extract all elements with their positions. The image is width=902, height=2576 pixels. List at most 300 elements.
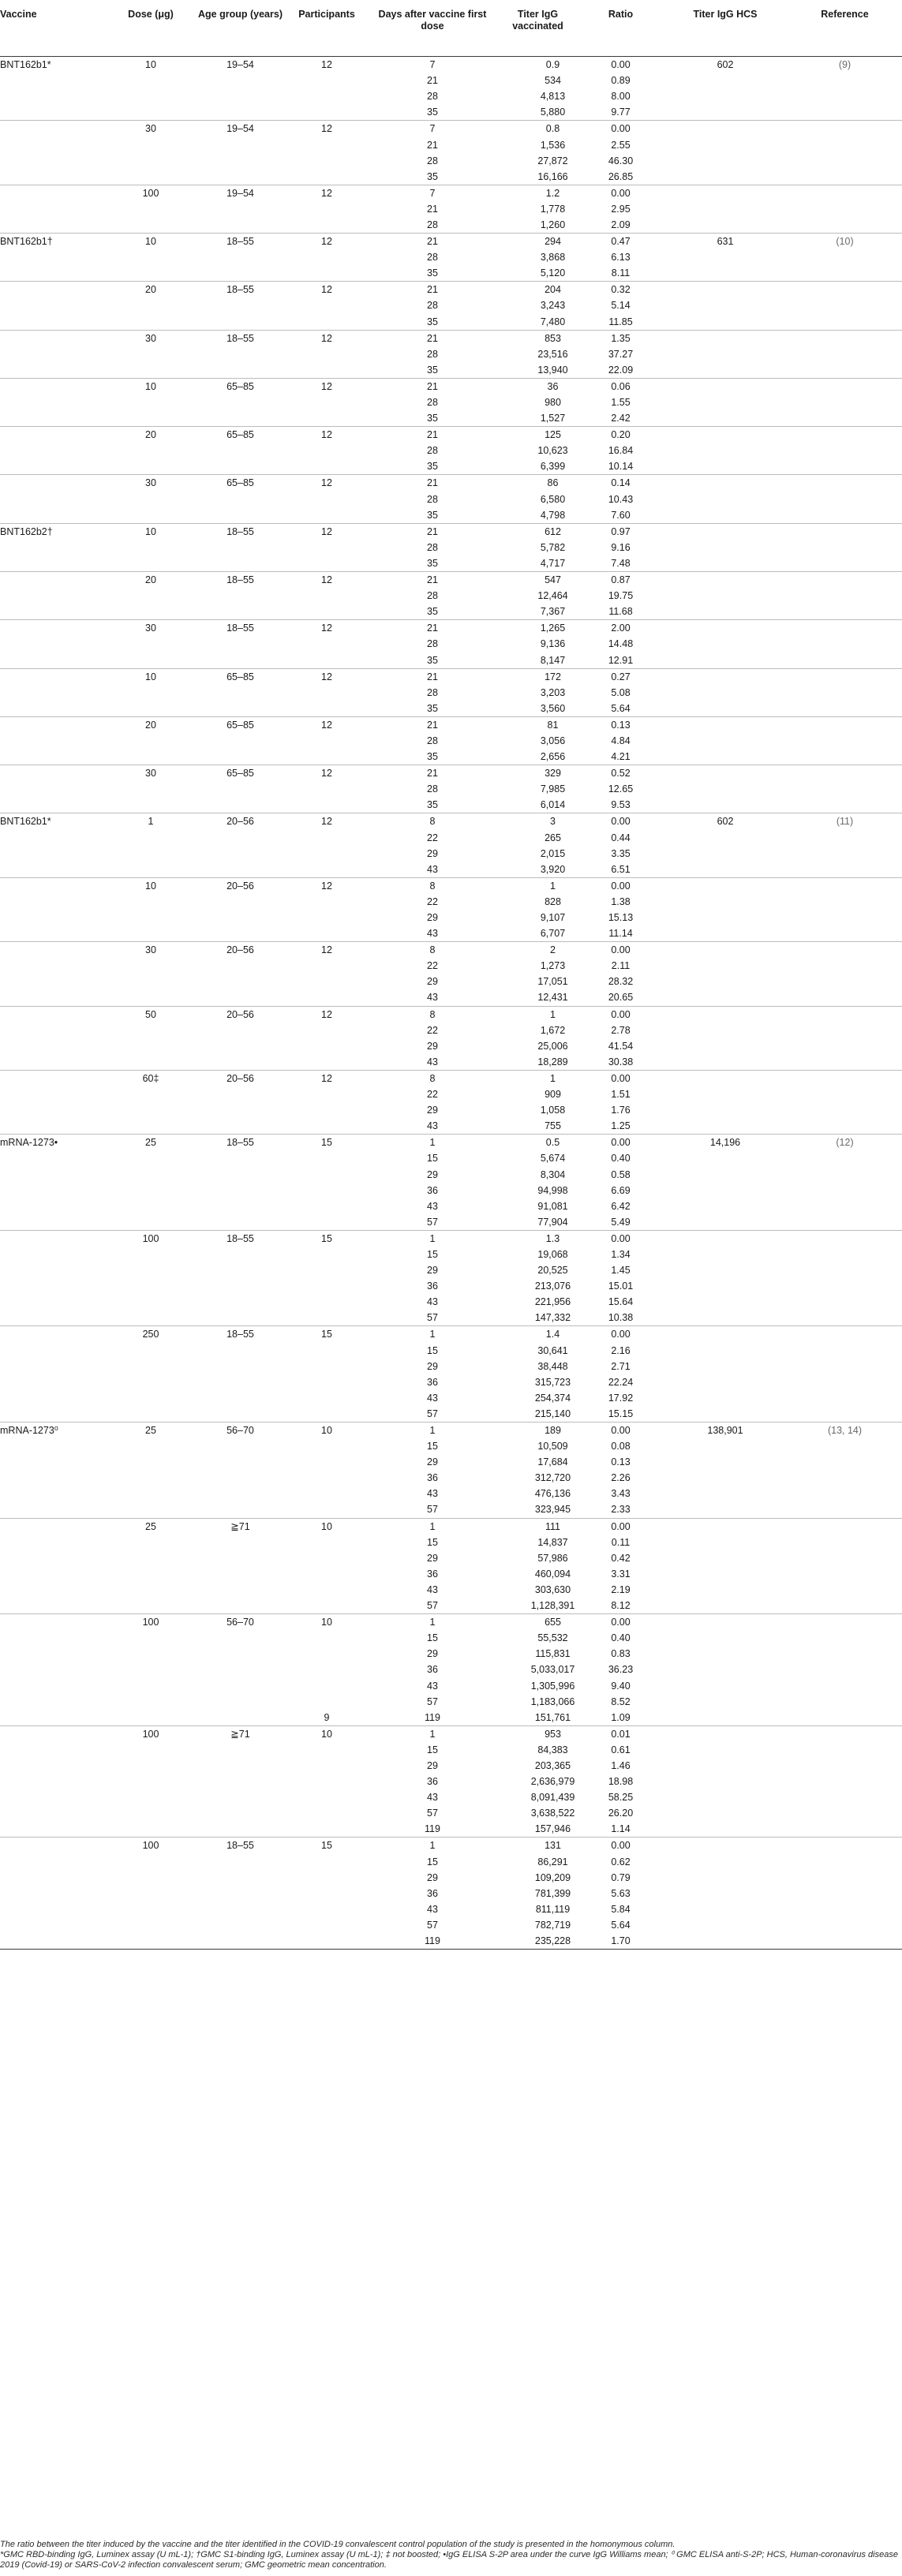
- table-row: [0, 685, 902, 701]
- cell-age-group: [195, 1582, 286, 1598]
- cell-titer-hcs: [663, 153, 788, 169]
- cell-reference: [788, 716, 902, 733]
- cell-vaccine: [0, 910, 107, 925]
- cell-titer-vaccinated: 235,228: [497, 1933, 578, 1950]
- cell-titer-vaccinated: 909: [545, 1089, 561, 1101]
- cell-titer-hcs: [663, 282, 788, 298]
- cell-ratio: 0.62: [611, 1856, 631, 1868]
- cell-titer-hcs: [663, 1406, 788, 1423]
- cell-days: 28: [427, 300, 438, 312]
- cell-ratio: 6.69: [611, 1184, 631, 1196]
- cell-titer-hcs: [663, 136, 788, 152]
- cell-age-group: 19–54: [195, 121, 286, 137]
- cell-participants: [286, 555, 368, 572]
- cell-age-group: [195, 362, 286, 379]
- cell-days: 8: [368, 942, 497, 959]
- cell-reference: [788, 1374, 902, 1390]
- table-row: [0, 1135, 902, 1151]
- cell-titer-hcs: [663, 169, 788, 185]
- cell-titer-hcs: [663, 185, 788, 201]
- cell-reference: [788, 1501, 902, 1518]
- cell-titer-vaccinated: 3,243: [540, 300, 566, 312]
- cell-vaccine: [0, 136, 107, 152]
- cell-reference: (12): [788, 1135, 902, 1151]
- cell-reference: [788, 185, 902, 201]
- cell-ratio: 0.40: [611, 1632, 631, 1644]
- cell-vaccine: [0, 330, 107, 346]
- cell-reference: [788, 749, 902, 765]
- cell-vaccine: [0, 1183, 107, 1198]
- cell-ratio: 0.00: [578, 1518, 663, 1535]
- cell-reference: [788, 1406, 902, 1423]
- cell-age-group: 20–56: [195, 813, 286, 830]
- cell-reference: [788, 1758, 902, 1774]
- cell-dose: [107, 1310, 195, 1326]
- cell-participants: [286, 73, 368, 88]
- cell-age-group: 18–55: [195, 1135, 286, 1151]
- cell-days: 21: [368, 620, 497, 637]
- cell-titer-vaccinated: 3,920: [540, 863, 566, 875]
- cell-days: 43: [427, 1200, 438, 1212]
- cell-titer-vaccinated: 6,014: [540, 799, 566, 811]
- cell-age-group: [195, 733, 286, 749]
- cell-vaccine: [0, 1535, 107, 1550]
- table-row: [0, 1742, 902, 1758]
- table-row: [0, 1933, 902, 1950]
- cell-vaccine: [0, 1343, 107, 1359]
- cell-reference: [788, 1725, 902, 1742]
- cell-titer-hcs: [663, 652, 788, 668]
- cell-titer-hcs: [663, 330, 788, 346]
- cell-vaccine: [0, 1742, 107, 1758]
- cell-vaccine: [0, 507, 107, 524]
- cell-reference: [788, 958, 902, 974]
- cell-days: 35: [427, 107, 438, 118]
- cell-ratio: 37.27: [608, 348, 634, 360]
- cell-days: 29: [427, 1168, 438, 1180]
- cell-participants: [286, 925, 368, 942]
- cell-age-group: [195, 1262, 286, 1278]
- cell-titer-hcs: [663, 1501, 788, 1518]
- cell-vaccine: [0, 685, 107, 701]
- cell-dose: [107, 1214, 195, 1231]
- table-row: [0, 1901, 902, 1917]
- cell-reference: [788, 1247, 902, 1262]
- cell-participants: [286, 540, 368, 555]
- cell-ratio: 0.00: [611, 59, 631, 71]
- cell-titer-vaccinated: 86: [497, 475, 578, 492]
- cell-vaccine: [0, 989, 107, 1006]
- cell-titer-vaccinated: 19,068: [537, 1248, 568, 1260]
- cell-age-group: [195, 1917, 286, 1933]
- cell-dose: 25: [107, 1518, 195, 1535]
- cell-participants: [286, 1854, 368, 1870]
- cell-reference: [788, 1054, 902, 1071]
- cell-vaccine: [0, 1390, 107, 1406]
- cell-reference: [788, 1294, 902, 1310]
- cell-dose: [107, 862, 195, 878]
- cell-reference: [788, 1038, 902, 1054]
- cell-titer-hcs: [663, 249, 788, 265]
- table-row: [0, 974, 902, 989]
- cell-vaccine: [0, 1247, 107, 1262]
- cell-titer-vaccinated: 10,509: [537, 1441, 568, 1453]
- cell-reference: [788, 1166, 902, 1182]
- cell-dose: [107, 1438, 195, 1454]
- cell-days: 36: [427, 1472, 438, 1484]
- table-row: [0, 1518, 902, 1535]
- cell-participants: [286, 604, 368, 620]
- cell-vaccine: [0, 1917, 107, 1933]
- cell-participants: 12: [286, 572, 368, 589]
- cell-vaccine: [0, 1470, 107, 1486]
- cell-titer-hcs: 138,901: [663, 1422, 788, 1438]
- cell-age-group: [195, 555, 286, 572]
- cell-reference: [788, 1933, 902, 1950]
- cell-participants: 12: [286, 427, 368, 443]
- cell-titer-vaccinated: 16,166: [537, 170, 568, 182]
- cell-titer-vaccinated: 12,464: [537, 590, 568, 602]
- cell-titer-hcs: [663, 1343, 788, 1359]
- cell-titer-hcs: [663, 1310, 788, 1326]
- cell-ratio: 0.13: [611, 1456, 631, 1468]
- cell-titer-hcs: [663, 1854, 788, 1870]
- cell-days: 22: [427, 1089, 438, 1101]
- cell-vaccine: [0, 652, 107, 668]
- cell-titer-vaccinated: 5,120: [540, 267, 566, 279]
- table-row: [0, 153, 902, 169]
- cell-participants: [286, 1247, 368, 1262]
- cell-reference: [788, 701, 902, 717]
- cell-dose: [107, 346, 195, 362]
- cell-ratio: 0.32: [578, 282, 663, 298]
- cell-titer-vaccinated: 315,723: [534, 1376, 571, 1388]
- cell-titer-hcs: [663, 1390, 788, 1406]
- cell-age-group: [195, 636, 286, 652]
- cell-ratio: 2.26: [611, 1472, 631, 1484]
- table-row: [0, 1725, 902, 1742]
- table-row: [0, 121, 902, 137]
- cell-ratio: 2.42: [611, 413, 631, 424]
- cell-titer-vaccinated: 109,209: [534, 1871, 571, 1883]
- cell-dose: 20: [107, 716, 195, 733]
- cell-titer-hcs: [663, 1198, 788, 1214]
- cell-titer-hcs: [663, 104, 788, 121]
- cell-titer-vaccinated: 20,525: [537, 1265, 568, 1277]
- cell-reference: [788, 282, 902, 298]
- header-age-group: Age group (years): [195, 0, 286, 57]
- cell-participants: [286, 88, 368, 104]
- cell-titer-hcs: [663, 1614, 788, 1631]
- cell-dose: [107, 1917, 195, 1933]
- table-row: [0, 1038, 902, 1054]
- cell-titer-hcs: [663, 297, 788, 313]
- cell-dose: [107, 604, 195, 620]
- table-row: [0, 427, 902, 443]
- cell-titer-hcs: [663, 1070, 788, 1086]
- cell-titer-vaccinated: 1: [497, 877, 578, 894]
- cell-reference: [788, 1821, 902, 1838]
- cell-vaccine: [0, 1582, 107, 1598]
- cell-reference: [788, 925, 902, 942]
- cell-participants: [286, 1805, 368, 1821]
- cell-days: 43: [427, 1903, 438, 1915]
- cell-days: 28: [427, 348, 438, 360]
- cell-vaccine: [0, 1102, 107, 1118]
- cell-titer-hcs: [663, 1023, 788, 1038]
- cell-reference: [788, 1582, 902, 1598]
- cell-reference: (11): [788, 813, 902, 830]
- cell-titer-hcs: [663, 201, 788, 217]
- cell-titer-vaccinated: 323,945: [534, 1504, 571, 1516]
- cell-vaccine: [0, 458, 107, 475]
- cell-titer-vaccinated: 547: [497, 572, 578, 589]
- cell-ratio: 8.12: [611, 1600, 631, 1612]
- cell-days: 15: [427, 1153, 438, 1165]
- cell-vaccine: [0, 1646, 107, 1662]
- cell-vaccine: [0, 1230, 107, 1247]
- cell-ratio: 2.11: [611, 960, 631, 972]
- cell-dose: [107, 910, 195, 925]
- table-row: [0, 410, 902, 427]
- cell-titer-vaccinated: 147,332: [534, 1312, 571, 1324]
- cell-age-group: [195, 1566, 286, 1582]
- cell-ratio: 1.38: [611, 895, 631, 907]
- cell-age-group: 65–85: [195, 716, 286, 733]
- cell-vaccine: [0, 1677, 107, 1693]
- cell-vaccine: [0, 749, 107, 765]
- cell-reference: [788, 555, 902, 572]
- cell-reference: [788, 1854, 902, 1870]
- cell-titer-hcs: 602: [717, 59, 734, 71]
- cell-participants: 15: [286, 1230, 368, 1247]
- cell-participants: [286, 1183, 368, 1198]
- cell-vaccine: [0, 925, 107, 942]
- cell-ratio: 0.40: [611, 1153, 631, 1165]
- cell-ratio: 0.01: [578, 1725, 663, 1742]
- cell-reference: [788, 588, 902, 604]
- table-row: [0, 1789, 902, 1805]
- cell-days: 29: [427, 1265, 438, 1277]
- cell-participants: [286, 1262, 368, 1278]
- cell-ratio: 8.00: [611, 91, 631, 103]
- cell-ratio: 0.58: [611, 1168, 631, 1180]
- cell-ratio: 0.00: [578, 185, 663, 201]
- cell-reference: [788, 1566, 902, 1582]
- table-row: [0, 813, 902, 830]
- cell-reference: [788, 265, 902, 282]
- cell-days: 28: [427, 252, 438, 264]
- cell-titer-hcs: [663, 1933, 788, 1950]
- cell-days: 21: [427, 203, 438, 215]
- cell-vaccine: [0, 781, 107, 797]
- cell-ratio: 1.35: [578, 330, 663, 346]
- cell-dose: [107, 894, 195, 910]
- cell-vaccine: [0, 862, 107, 878]
- cell-titer-vaccinated: 3,560: [540, 702, 566, 714]
- cell-dose: 10: [107, 668, 195, 685]
- cell-age-group: [195, 910, 286, 925]
- cell-days: 29: [427, 1871, 438, 1883]
- table-row: [0, 733, 902, 749]
- cell-vaccine: [0, 1326, 107, 1343]
- cell-vaccine: [0, 1118, 107, 1135]
- cell-participants: [286, 1486, 368, 1501]
- cell-titer-vaccinated: 8,091,439: [530, 1792, 575, 1804]
- cell-dose: [107, 1821, 195, 1838]
- cell-participants: [286, 443, 368, 458]
- table-row: [0, 1278, 902, 1294]
- cell-age-group: [195, 153, 286, 169]
- cell-titer-vaccinated: 1,305,996: [530, 1680, 575, 1692]
- cell-age-group: 56–70: [195, 1422, 286, 1438]
- cell-reference: [788, 169, 902, 185]
- cell-age-group: [195, 1598, 286, 1614]
- cell-ratio: 0.00: [578, 1230, 663, 1247]
- cell-days: 28: [427, 91, 438, 103]
- cell-participants: 12: [286, 121, 368, 137]
- cell-age-group: 18–55: [195, 1838, 286, 1854]
- cell-age-group: [195, 1150, 286, 1166]
- cell-age-group: 20–56: [195, 1006, 286, 1023]
- cell-age-group: [195, 1677, 286, 1693]
- cell-participants: [286, 1821, 368, 1838]
- cell-participants: [286, 1870, 368, 1886]
- cell-ratio: 5.08: [611, 686, 631, 698]
- cell-dose: 50: [107, 1006, 195, 1023]
- table-row: [0, 1662, 902, 1677]
- cell-titer-hcs: [663, 749, 788, 765]
- cell-ratio: 1.70: [578, 1933, 663, 1950]
- cell-ratio: 3.31: [611, 1568, 631, 1580]
- cell-participants: [286, 1278, 368, 1294]
- table-row: [0, 1677, 902, 1693]
- cell-participants: [286, 1742, 368, 1758]
- cell-titer-vaccinated: 460,094: [534, 1568, 571, 1580]
- cell-age-group: [195, 974, 286, 989]
- cell-titer-vaccinated: 2: [497, 942, 578, 959]
- cell-age-group: [195, 894, 286, 910]
- cell-participants: [286, 1374, 368, 1390]
- cell-vaccine: [0, 73, 107, 88]
- cell-titer-hcs: [663, 942, 788, 959]
- cell-titer-vaccinated: 25,006: [537, 1040, 568, 1052]
- cell-titer-hcs: [663, 362, 788, 379]
- cell-dose: [107, 1646, 195, 1662]
- cell-participants: [286, 830, 368, 846]
- cell-vaccine: [0, 492, 107, 507]
- cell-age-group: [195, 1406, 286, 1423]
- cell-vaccine: [0, 1278, 107, 1294]
- cell-reference: [788, 733, 902, 749]
- table-row: [0, 1150, 902, 1166]
- cell-titer-vaccinated: 91,081: [537, 1200, 568, 1212]
- cell-age-group: [195, 1501, 286, 1518]
- cell-ratio: 0.08: [611, 1441, 631, 1453]
- table-row: [0, 781, 902, 797]
- cell-vaccine: [0, 1518, 107, 1535]
- cell-reference: [788, 1230, 902, 1247]
- table-row: [0, 572, 902, 589]
- cell-dose: [107, 88, 195, 104]
- table-row: [0, 104, 902, 121]
- cell-days: 36: [427, 1776, 438, 1788]
- cell-vaccine: [0, 1614, 107, 1631]
- table-row: [0, 346, 902, 362]
- cell-reference: [788, 1901, 902, 1917]
- cell-dose: [107, 958, 195, 974]
- cell-dose: [107, 1758, 195, 1774]
- cell-age-group: [195, 588, 286, 604]
- cell-reference: [788, 1006, 902, 1023]
- cell-days: 28: [427, 590, 438, 602]
- cell-titer-vaccinated: 4,798: [540, 509, 566, 521]
- cell-age-group: ≧71: [195, 1725, 286, 1742]
- cell-ratio: 0.00: [578, 1422, 663, 1438]
- cell-participants: 15: [286, 1326, 368, 1343]
- cell-participants: [286, 1598, 368, 1614]
- cell-vaccine: BNT162b1*: [0, 59, 51, 71]
- header-participants: Participants: [286, 0, 368, 57]
- cell-days: 1: [368, 1422, 497, 1438]
- cell-titer-vaccinated: 204: [497, 282, 578, 298]
- cell-participants: [286, 492, 368, 507]
- cell-days: 35: [427, 461, 438, 473]
- cell-vaccine: [0, 1006, 107, 1023]
- cell-vaccine: [0, 1359, 107, 1374]
- cell-titer-hcs: [663, 394, 788, 410]
- cell-titer-hcs: [663, 1582, 788, 1598]
- cell-reference: [788, 1086, 902, 1102]
- cell-participants: 10: [286, 1518, 368, 1535]
- cell-participants: [286, 1054, 368, 1071]
- cell-titer-vaccinated: 1,183,066: [530, 1696, 575, 1707]
- cell-ratio: 0.13: [578, 716, 663, 733]
- cell-participants: [286, 1677, 368, 1693]
- cell-ratio: 0.87: [578, 572, 663, 589]
- cell-dose: 60‡: [107, 1070, 195, 1086]
- cell-participants: [286, 749, 368, 765]
- table-row: [0, 1582, 902, 1598]
- cell-titer-hcs: [663, 1359, 788, 1374]
- cell-dose: [107, 846, 195, 862]
- cell-ratio: 7.48: [611, 557, 631, 569]
- cell-titer-hcs: [663, 1646, 788, 1662]
- cell-ratio: 1.34: [611, 1248, 631, 1260]
- cell-days: 7: [429, 59, 436, 71]
- cell-ratio: 10.14: [608, 461, 634, 473]
- table-row: [0, 1438, 902, 1454]
- cell-days: 35: [427, 606, 438, 618]
- cell-vaccine: [0, 1694, 107, 1710]
- cell-days: 8: [368, 1070, 497, 1086]
- cell-participants: [286, 1102, 368, 1118]
- header-reference: Reference: [788, 0, 902, 57]
- cell-reference: [788, 540, 902, 555]
- cell-titer-hcs: [663, 1758, 788, 1774]
- cell-titer-vaccinated: 2,636,979: [530, 1776, 575, 1788]
- cell-titer-vaccinated: 7,480: [540, 316, 566, 327]
- cell-dose: [107, 73, 195, 88]
- cell-reference: [788, 1390, 902, 1406]
- cell-vaccine: [0, 1262, 107, 1278]
- cell-dose: [107, 1470, 195, 1486]
- cell-titer-vaccinated: 14,837: [537, 1536, 568, 1548]
- cell-titer-vaccinated: 303,630: [534, 1583, 571, 1595]
- cell-vaccine: [0, 1886, 107, 1901]
- cell-titer-vaccinated: 953: [497, 1725, 578, 1742]
- header-titer-vaccinated: Titer IgG vaccinated: [497, 0, 578, 57]
